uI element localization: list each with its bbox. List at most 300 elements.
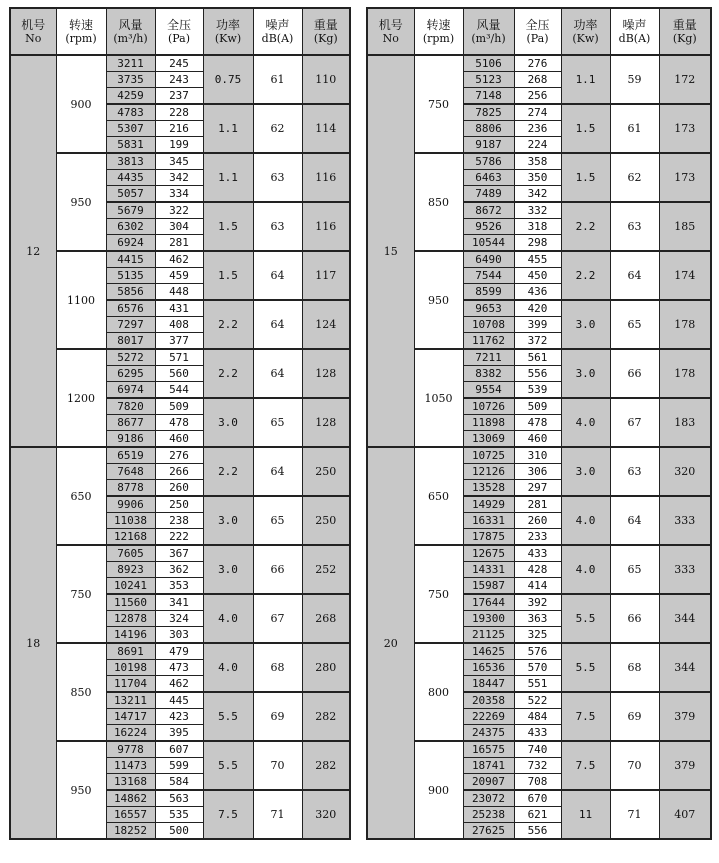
- pressure-cell: 350: [514, 170, 561, 186]
- pressure-cell: 304: [155, 219, 203, 235]
- airflow-cell: 8806: [463, 121, 514, 137]
- airflow-cell: 19300: [463, 611, 514, 627]
- speed-cell: 950: [56, 153, 106, 251]
- airflow-cell: 16575: [463, 741, 514, 758]
- weight-cell: 173: [659, 153, 711, 202]
- model-number-cell: 12: [10, 55, 56, 447]
- pressure-cell: 459: [155, 268, 203, 284]
- table-row: [367, 545, 711, 562]
- weight-cell: 344: [659, 643, 711, 692]
- noise-cell: 63: [610, 202, 659, 251]
- table-row: [367, 447, 711, 464]
- table-row: [10, 545, 350, 562]
- pressure-cell: 260: [155, 480, 203, 497]
- header-airflow-unit: (m³/h): [113, 31, 148, 45]
- header-power: [203, 8, 253, 55]
- header-airflow: [106, 8, 155, 55]
- airflow-cell: 5856: [106, 284, 155, 301]
- header-model-no: [367, 8, 414, 55]
- speed-cell: 750: [414, 545, 463, 643]
- weight-cell: 185: [659, 202, 711, 251]
- pressure-cell: 420: [514, 300, 561, 317]
- header-airflow: [463, 8, 514, 55]
- airflow-cell: 13069: [463, 431, 514, 448]
- airflow-cell: 18252: [106, 823, 155, 840]
- airflow-cell: 9906: [106, 496, 155, 513]
- speed-cell: 950: [56, 741, 106, 839]
- power-cell: 3.0: [561, 447, 610, 496]
- airflow-cell: 10708: [463, 317, 514, 333]
- airflow-cell: 22269: [463, 709, 514, 725]
- pressure-cell: 363: [514, 611, 561, 627]
- airflow-cell: 6576: [106, 300, 155, 317]
- noise-cell: 62: [253, 104, 302, 153]
- pressure-cell: 342: [155, 170, 203, 186]
- pressure-cell: 509: [514, 398, 561, 415]
- noise-cell: 64: [253, 349, 302, 398]
- airflow-cell: 18447: [463, 676, 514, 693]
- pressure-cell: 556: [514, 823, 561, 840]
- airflow-cell: 6302: [106, 219, 155, 235]
- header-model-no-label: 机号: [21, 17, 46, 32]
- airflow-cell: 14196: [106, 627, 155, 644]
- header-noise-label: 噪声: [622, 17, 647, 32]
- airflow-cell: 8599: [463, 284, 514, 301]
- airflow-cell: 16224: [106, 725, 155, 742]
- pressure-cell: 216: [155, 121, 203, 137]
- table-row: [10, 349, 350, 366]
- airflow-cell: 11038: [106, 513, 155, 529]
- airflow-cell: 14862: [106, 790, 155, 807]
- header-weight-unit: (Kg): [313, 31, 338, 45]
- noise-cell: 65: [253, 398, 302, 447]
- weight-cell: 280: [302, 643, 350, 692]
- header-model-no-unit: No: [25, 31, 42, 45]
- pressure-cell: 274: [514, 104, 561, 121]
- airflow-cell: 16331: [463, 513, 514, 529]
- header-power-unit: (Kw): [572, 31, 599, 45]
- pressure-cell: 297: [514, 480, 561, 497]
- pressure-cell: 245: [155, 55, 203, 72]
- power-cell: 5.5: [561, 643, 610, 692]
- airflow-cell: 13211: [106, 692, 155, 709]
- speed-cell: 650: [414, 447, 463, 545]
- pressure-cell: 281: [514, 496, 561, 513]
- header-model-no-unit: No: [382, 31, 399, 45]
- airflow-cell: 20907: [463, 774, 514, 791]
- noise-cell: 63: [253, 202, 302, 251]
- pressure-cell: 324: [155, 611, 203, 627]
- speed-cell: 650: [56, 447, 106, 545]
- pressure-cell: 433: [514, 725, 561, 742]
- weight-cell: 183: [659, 398, 711, 447]
- power-cell: 4.0: [561, 398, 610, 447]
- pressure-cell: 445: [155, 692, 203, 709]
- weight-cell: 379: [659, 741, 711, 790]
- power-cell: 2.2: [561, 202, 610, 251]
- noise-cell: 65: [253, 496, 302, 545]
- noise-cell: 66: [610, 349, 659, 398]
- header-pressure: [514, 8, 561, 55]
- header-airflow-unit: (m³/h): [471, 31, 506, 45]
- noise-cell: 59: [610, 55, 659, 104]
- pressure-cell: 460: [514, 431, 561, 448]
- weight-cell: 333: [659, 496, 711, 545]
- pressure-cell: 551: [514, 676, 561, 693]
- pressure-cell: 266: [155, 464, 203, 480]
- weight-cell: 172: [659, 55, 711, 104]
- airflow-cell: 9653: [463, 300, 514, 317]
- noise-cell: 71: [253, 790, 302, 839]
- power-cell: 7.5: [561, 741, 610, 790]
- weight-cell: 250: [302, 496, 350, 545]
- speed-cell: 1200: [56, 349, 106, 447]
- weight-cell: 173: [659, 104, 711, 153]
- pressure-cell: 268: [514, 72, 561, 88]
- airflow-cell: 6463: [463, 170, 514, 186]
- weight-cell: 333: [659, 545, 711, 594]
- pressure-cell: 428: [514, 562, 561, 578]
- airflow-cell: 11473: [106, 758, 155, 774]
- airflow-cell: 8691: [106, 643, 155, 660]
- header-pressure-label: 全压: [525, 17, 550, 32]
- speed-cell: 1050: [414, 349, 463, 447]
- weight-cell: 128: [302, 398, 350, 447]
- noise-cell: 68: [610, 643, 659, 692]
- airflow-cell: 14929: [463, 496, 514, 513]
- header-noise-unit: dB(A): [261, 31, 294, 45]
- pressure-cell: 607: [155, 741, 203, 758]
- pressure-cell: 484: [514, 709, 561, 725]
- airflow-cell: 21125: [463, 627, 514, 644]
- noise-cell: 68: [253, 643, 302, 692]
- airflow-cell: 10725: [463, 447, 514, 464]
- header-weight-unit: (Kg): [672, 31, 697, 45]
- airflow-cell: 5307: [106, 121, 155, 137]
- airflow-cell: 8382: [463, 366, 514, 382]
- pressure-cell: 341: [155, 594, 203, 611]
- speed-cell: 750: [414, 55, 463, 153]
- airflow-cell: 11762: [463, 333, 514, 350]
- table-row: [10, 643, 350, 660]
- table-row: [10, 55, 350, 72]
- table-row: [10, 251, 350, 268]
- pressure-cell: 431: [155, 300, 203, 317]
- noise-cell: 63: [610, 447, 659, 496]
- airflow-cell: 6519: [106, 447, 155, 464]
- header-model-no-label: 机号: [378, 17, 403, 32]
- weight-cell: 124: [302, 300, 350, 349]
- header-speed-unit: (rpm): [65, 31, 97, 45]
- pressure-cell: 473: [155, 660, 203, 676]
- pressure-cell: 392: [514, 594, 561, 611]
- airflow-cell: 6974: [106, 382, 155, 399]
- pressure-cell: 281: [155, 235, 203, 252]
- noise-cell: 61: [610, 104, 659, 153]
- pressure-cell: 345: [155, 153, 203, 170]
- noise-cell: 65: [610, 545, 659, 594]
- noise-cell: 61: [253, 55, 302, 104]
- noise-cell: 63: [253, 153, 302, 202]
- airflow-cell: 18741: [463, 758, 514, 774]
- airflow-cell: 7648: [106, 464, 155, 480]
- pressure-cell: 276: [155, 447, 203, 464]
- airflow-cell: 10241: [106, 578, 155, 595]
- airflow-cell: 8778: [106, 480, 155, 497]
- power-cell: 1.5: [203, 202, 253, 251]
- pressure-cell: 222: [155, 529, 203, 546]
- airflow-cell: 7297: [106, 317, 155, 333]
- pressure-cell: 560: [155, 366, 203, 382]
- pressure-cell: 256: [514, 88, 561, 105]
- airflow-cell: 20358: [463, 692, 514, 709]
- airflow-cell: 11560: [106, 594, 155, 611]
- pressure-cell: 570: [514, 660, 561, 676]
- airflow-cell: 12675: [463, 545, 514, 562]
- pressure-cell: 522: [514, 692, 561, 709]
- airflow-cell: 5831: [106, 137, 155, 154]
- airflow-cell: 7211: [463, 349, 514, 366]
- pressure-cell: 399: [514, 317, 561, 333]
- weight-cell: 282: [302, 741, 350, 790]
- pressure-cell: 563: [155, 790, 203, 807]
- airflow-cell: 10726: [463, 398, 514, 415]
- pressure-cell: 303: [155, 627, 203, 644]
- noise-cell: 70: [610, 741, 659, 790]
- weight-cell: 252: [302, 545, 350, 594]
- weight-cell: 320: [659, 447, 711, 496]
- weight-cell: 344: [659, 594, 711, 643]
- airflow-cell: 7605: [106, 545, 155, 562]
- noise-cell: 64: [253, 251, 302, 300]
- table-row: [367, 741, 711, 758]
- power-cell: 3.0: [203, 545, 253, 594]
- pressure-cell: 479: [155, 643, 203, 660]
- pressure-cell: 334: [155, 186, 203, 203]
- airflow-cell: 23072: [463, 790, 514, 807]
- airflow-cell: 5786: [463, 153, 514, 170]
- power-cell: 1.5: [561, 153, 610, 202]
- model-number-cell: 15: [367, 55, 414, 447]
- header-speed-label: 转速: [68, 17, 93, 32]
- pressure-cell: 423: [155, 709, 203, 725]
- header-power-unit: (Kw): [214, 31, 242, 45]
- weight-cell: 268: [302, 594, 350, 643]
- noise-cell: 64: [253, 300, 302, 349]
- weight-cell: 320: [302, 790, 350, 839]
- airflow-cell: 13528: [463, 480, 514, 497]
- pressure-cell: 414: [514, 578, 561, 595]
- airflow-cell: 3813: [106, 153, 155, 170]
- power-cell: 3.0: [203, 496, 253, 545]
- airflow-cell: 17644: [463, 594, 514, 611]
- pressure-cell: 238: [155, 513, 203, 529]
- noise-cell: 69: [610, 692, 659, 741]
- pressure-cell: 509: [155, 398, 203, 415]
- pressure-cell: 322: [155, 202, 203, 219]
- pressure-cell: 325: [514, 627, 561, 644]
- airflow-cell: 7489: [463, 186, 514, 203]
- pressure-cell: 576: [514, 643, 561, 660]
- header-pressure: [155, 8, 203, 55]
- noise-cell: 66: [610, 594, 659, 643]
- model-number-cell: 18: [10, 447, 56, 839]
- power-cell: 1.1: [203, 153, 253, 202]
- pressure-cell: 353: [155, 578, 203, 595]
- noise-cell: 70: [253, 741, 302, 790]
- pressure-cell: 199: [155, 137, 203, 154]
- pressure-cell: 670: [514, 790, 561, 807]
- speed-cell: 900: [56, 55, 106, 153]
- table-row: [367, 251, 711, 268]
- weight-cell: 117: [302, 251, 350, 300]
- airflow-cell: 8923: [106, 562, 155, 578]
- power-cell: 1.5: [203, 251, 253, 300]
- pressure-cell: 450: [514, 268, 561, 284]
- weight-cell: 116: [302, 202, 350, 251]
- weight-cell: 178: [659, 349, 711, 398]
- airflow-cell: 27625: [463, 823, 514, 840]
- airflow-cell: 7544: [463, 268, 514, 284]
- header-speed: [56, 8, 106, 55]
- pressure-cell: 621: [514, 807, 561, 823]
- pressure-cell: 298: [514, 235, 561, 252]
- airflow-cell: 12878: [106, 611, 155, 627]
- airflow-cell: 9778: [106, 741, 155, 758]
- speed-cell: 950: [414, 251, 463, 349]
- pressure-cell: 544: [155, 382, 203, 399]
- airflow-cell: 5679: [106, 202, 155, 219]
- weight-cell: 174: [659, 251, 711, 300]
- airflow-cell: 6924: [106, 235, 155, 252]
- pressure-cell: 224: [514, 137, 561, 154]
- airflow-cell: 9186: [106, 431, 155, 448]
- power-cell: 3.0: [561, 300, 610, 349]
- weight-cell: 114: [302, 104, 350, 153]
- noise-cell: 67: [610, 398, 659, 447]
- weight-cell: 116: [302, 153, 350, 202]
- header-noise-label: 噪声: [265, 17, 290, 32]
- pressure-cell: 455: [514, 251, 561, 268]
- pressure-cell: 236: [514, 121, 561, 137]
- speed-cell: 850: [414, 153, 463, 251]
- airflow-cell: 3211: [106, 55, 155, 72]
- noise-cell: 66: [253, 545, 302, 594]
- table-row: [10, 741, 350, 758]
- airflow-cell: 13168: [106, 774, 155, 791]
- pressure-cell: 740: [514, 741, 561, 758]
- header-noise: [253, 8, 302, 55]
- power-cell: 5.5: [203, 741, 253, 790]
- pressure-cell: 358: [514, 153, 561, 170]
- weight-cell: 178: [659, 300, 711, 349]
- airflow-cell: 4259: [106, 88, 155, 105]
- table-row: [367, 349, 711, 366]
- power-cell: 4.0: [203, 643, 253, 692]
- weight-cell: 110: [302, 55, 350, 104]
- power-cell: 2.2: [203, 349, 253, 398]
- pressure-cell: 228: [155, 104, 203, 121]
- airflow-cell: 8677: [106, 415, 155, 431]
- power-cell: 4.0: [203, 594, 253, 643]
- airflow-cell: 15987: [463, 578, 514, 595]
- noise-cell: 64: [610, 496, 659, 545]
- power-cell: 2.2: [561, 251, 610, 300]
- header-weight-label: 重量: [313, 17, 338, 32]
- header-pressure-unit: (Pa): [167, 31, 191, 45]
- power-cell: 7.5: [561, 692, 610, 741]
- airflow-cell: 24375: [463, 725, 514, 742]
- table-row: [10, 447, 350, 464]
- pressure-cell: 436: [514, 284, 561, 301]
- airflow-cell: 7820: [106, 398, 155, 415]
- table-row: [367, 55, 711, 72]
- power-cell: 3.0: [203, 398, 253, 447]
- noise-cell: 69: [253, 692, 302, 741]
- pressure-cell: 377: [155, 333, 203, 350]
- speed-cell: 1100: [56, 251, 106, 349]
- power-cell: 3.0: [561, 349, 610, 398]
- pressure-cell: 237: [155, 88, 203, 105]
- airflow-cell: 5272: [106, 349, 155, 366]
- airflow-cell: 14625: [463, 643, 514, 660]
- pressure-cell: 276: [514, 55, 561, 72]
- pressure-cell: 478: [155, 415, 203, 431]
- airflow-cell: 8672: [463, 202, 514, 219]
- airflow-cell: 17875: [463, 529, 514, 546]
- airflow-cell: 5057: [106, 186, 155, 203]
- power-cell: 11: [561, 790, 610, 839]
- speed-cell: 750: [56, 545, 106, 643]
- header-model-no: [10, 8, 56, 55]
- pressure-cell: 584: [155, 774, 203, 791]
- speed-cell: 900: [414, 741, 463, 839]
- airflow-cell: 8017: [106, 333, 155, 350]
- airflow-cell: 25238: [463, 807, 514, 823]
- model-number-cell: 20: [367, 447, 414, 839]
- airflow-cell: 9187: [463, 137, 514, 154]
- pressure-cell: 571: [155, 349, 203, 366]
- pressure-cell: 332: [514, 202, 561, 219]
- airflow-cell: 3735: [106, 72, 155, 88]
- pressure-cell: 372: [514, 333, 561, 350]
- pressure-cell: 433: [514, 545, 561, 562]
- airflow-cell: 12168: [106, 529, 155, 546]
- power-cell: 4.0: [561, 496, 610, 545]
- power-cell: 5.5: [561, 594, 610, 643]
- header-power-label: 功率: [215, 17, 240, 32]
- airflow-cell: 12126: [463, 464, 514, 480]
- pressure-cell: 260: [514, 513, 561, 529]
- table-row: [367, 643, 711, 660]
- power-cell: 0.75: [203, 55, 253, 104]
- pressure-cell: 342: [514, 186, 561, 203]
- airflow-cell: 6490: [463, 251, 514, 268]
- power-cell: 4.0: [561, 545, 610, 594]
- pressure-cell: 732: [514, 758, 561, 774]
- pressure-cell: 395: [155, 725, 203, 742]
- airflow-cell: 14331: [463, 562, 514, 578]
- pressure-cell: 561: [514, 349, 561, 366]
- pressure-cell: 408: [155, 317, 203, 333]
- airflow-cell: 16557: [106, 807, 155, 823]
- power-cell: 1.1: [203, 104, 253, 153]
- pressure-cell: 448: [155, 284, 203, 301]
- header-speed-unit: (rpm): [422, 31, 455, 45]
- airflow-cell: 11704: [106, 676, 155, 693]
- airflow-cell: 10198: [106, 660, 155, 676]
- airflow-cell: 11898: [463, 415, 514, 431]
